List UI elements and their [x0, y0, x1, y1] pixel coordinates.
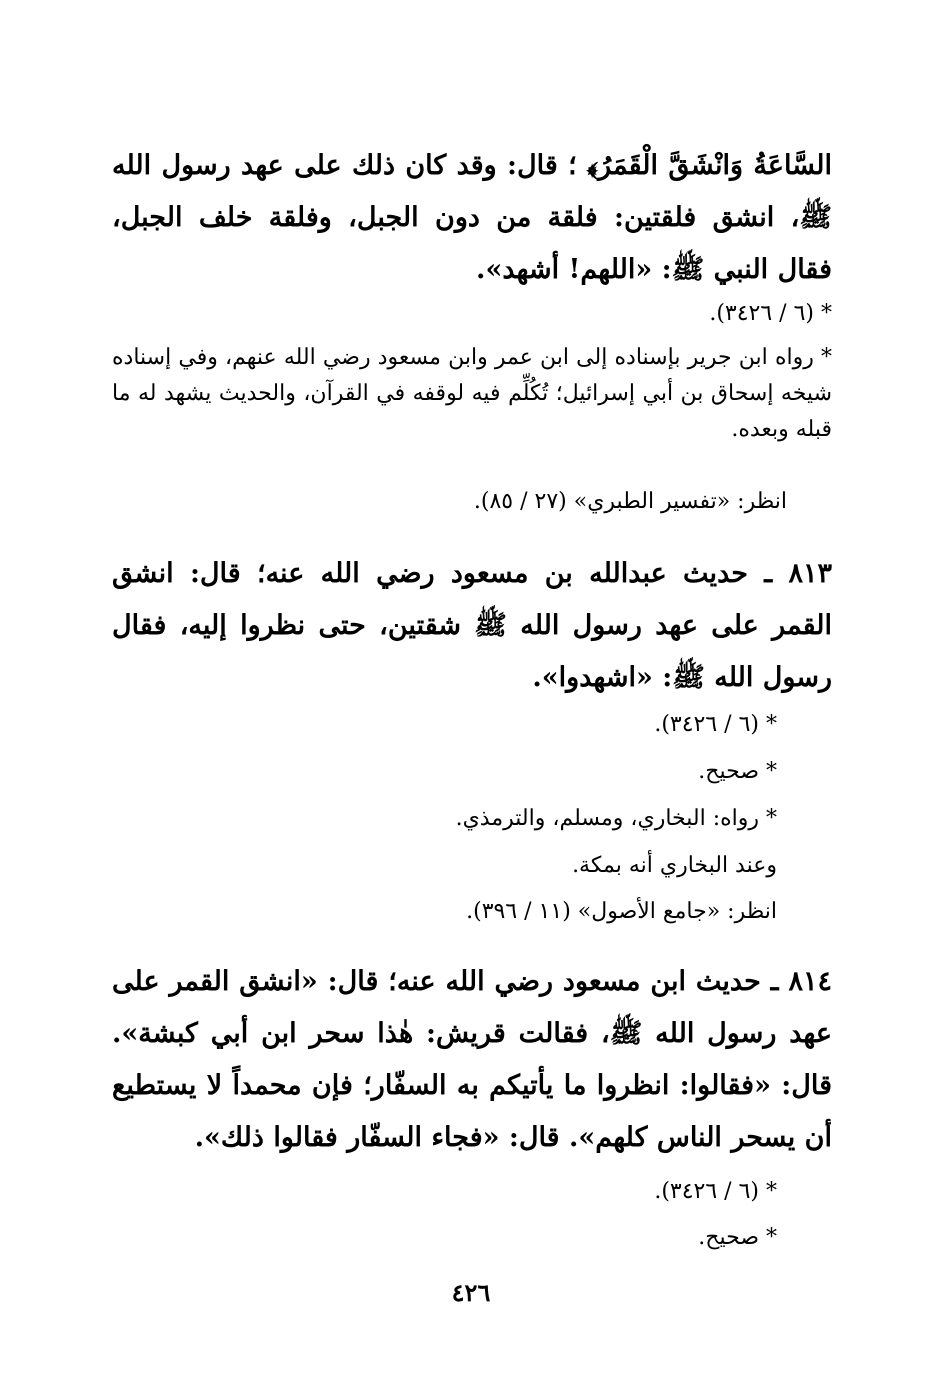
hadith-continuation: السَّاعَةُ وَانْشَقَّ الْقَمَرُ﴾ ؛ قال: وقد كان ذلك على عهد رسول الله ﷺ، انشق فلقتين: فلقة من دون الجبل، وفلقة خلف الجبل، فقال النبي ﷺ: «اللهم! أشهد».	[112, 150, 832, 285]
commentary-note: * رواه ابن جرير بإسناده إلى ابن عمر وابن مسعود رضي الله عنهم، وفي إسناده شيخه إسحاق بن أبي إسرائيل؛ تُكُلِّم فيه لوقفه في القرآن، والحديث يشهد له ما قبله وبعده.	[112, 345, 832, 442]
source-note: انظر: «تفسير الطبري» (٢٧ / ٨٥).	[473, 489, 787, 514]
reference-note: * (٦ / ٣٤٢٦).	[654, 1179, 777, 1204]
reference-note: * (٦ / ٣٤٢٦).	[654, 712, 777, 737]
grading-note: * صحيح.	[698, 1225, 777, 1250]
narrators-note: * رواه: البخاري، ومسلم، والترمذي.	[455, 806, 777, 831]
grading-note: * صحيح.	[698, 759, 777, 784]
source-note: انظر: «جامع الأصول» (١١ / ٣٩٦).	[466, 899, 777, 924]
hadith-814: ٨١٤ ـ حديث ابن مسعود رضي الله عنه؛ قال: «انشق القمر على عهد رسول الله ﷺ، فقالت قريش: هٰذا سحر ابن أبي كبشة». قال: «فقالوا: انظروا ما يأتيكم به السفّار؛ فإن محمداً لا يستطيع أن يسحر الناس كلهم». قال: «فجاء السفّار فقالوا ذلك».	[112, 966, 832, 1153]
reference-note: * (٦ / ٣٤٢٦).	[709, 301, 832, 326]
hadith-813: ٨١٣ ـ حديث عبدالله بن مسعود رضي الله عنه؛ قال: انشق القمر على عهد رسول الله ﷺ شقتين، حتى نظروا إليه، فقال رسول الله ﷺ: «اشهدوا».	[112, 558, 832, 693]
page-number: ٤٢٦	[451, 1278, 491, 1307]
commentary-note: وعند البخاري أنه بمكة.	[572, 853, 777, 878]
